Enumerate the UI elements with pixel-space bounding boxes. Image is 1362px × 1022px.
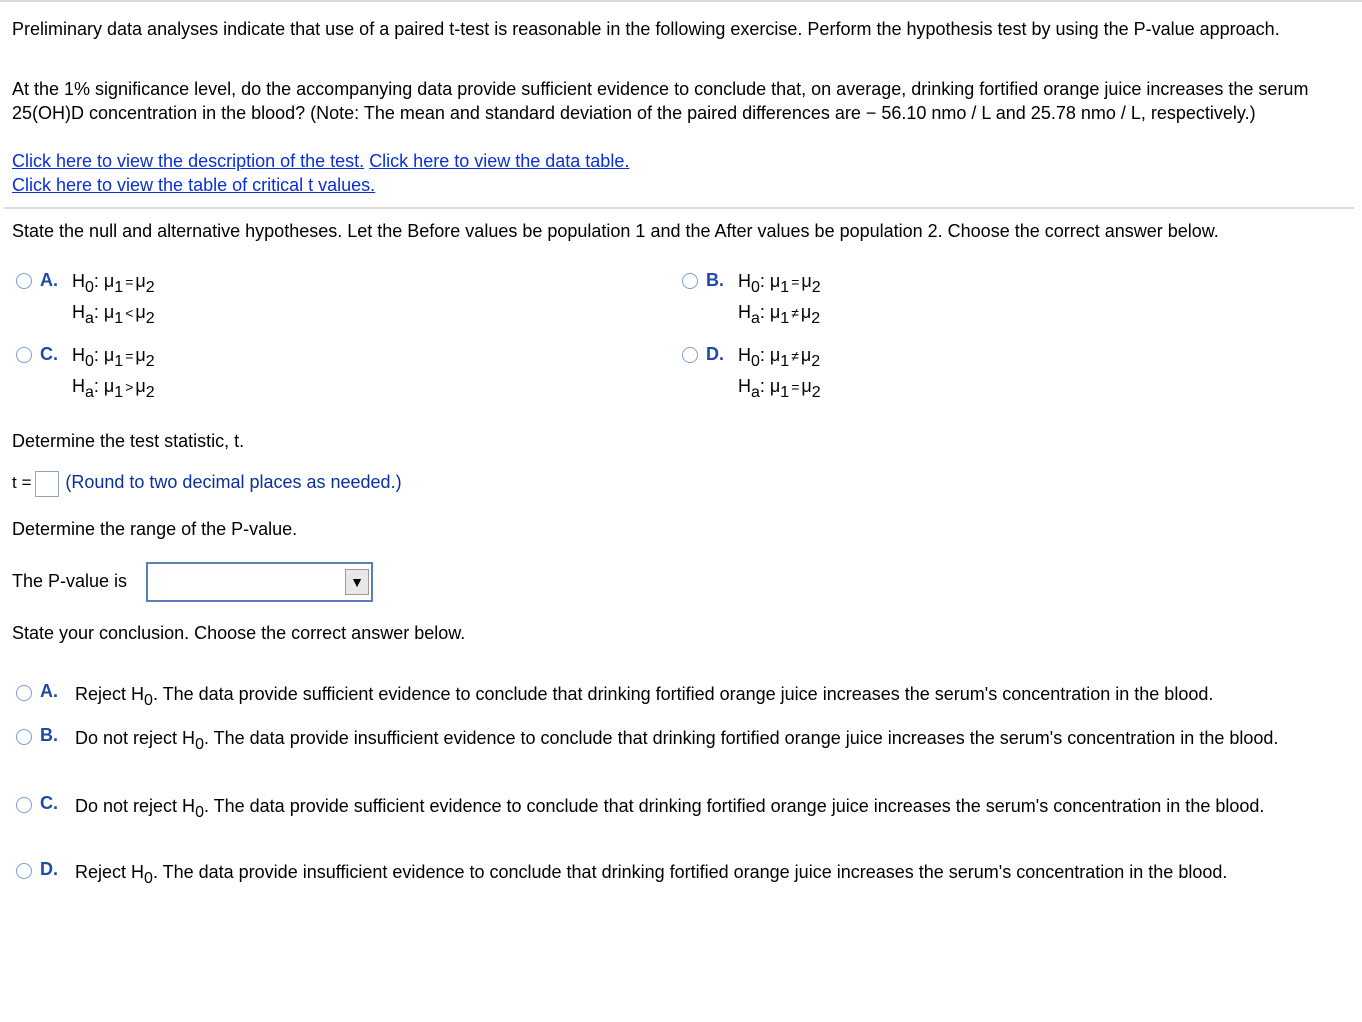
hypothesis-option[interactable] [16,344,155,402]
question-paragraph: At the 1% significance level, do the accompanying data provide sufficient evidence to conclude that, on average, drinking fortified orange juice increases the serum 25(OH)D concentration in the blood? (Note: The mean and standard deviation of the paired differences are − 56.10 nmo / L and 25.78 nmo / L, respectively.) [12,79,1309,123]
pvalue-label: The P-value is [12,571,128,591]
t-label: t = [12,473,32,492]
option-letter: B. [40,725,58,745]
conclusion-text: Reject $H_0$. The data provide insufficient evidence to conclude that drinking fortified orange juice increases the serum's concentration in the blood. [75,862,1228,887]
option-letter: A. [40,270,58,290]
radio-button[interactable] [682,273,698,289]
null-hypothesis: $H_0$: $\mu_1 = \mu_2$ [72,271,155,296]
intro-paragraph: Preliminary data analyses indicate that use of a paired t-test is reasonable in the following exercise. Perform the hypothesis test by using the P-value approach. [12,19,1280,39]
alternative-hypothesis: $H_a$: $\mu_1 \ne \mu_2$ [738,302,821,327]
radio-button[interactable] [16,797,32,813]
hypothesis-pair [738,340,821,402]
radio-button[interactable] [16,685,32,701]
hypotheses-prompt: State the null and alternative hypotheses. Let the Before values be population 1 and the After values be population 2. Choose the correct answer below. [12,221,1219,241]
top-border [0,0,1362,2]
option-letter: D. [40,859,58,879]
hypothesis-option[interactable] [682,344,821,402]
t-input[interactable] [35,471,59,497]
conclusion-option[interactable] [16,681,1346,709]
option-letter: C. [40,793,58,813]
hypothesis-pair [72,266,155,328]
pvalue-prompt: Determine the range of the P-value. [12,519,298,539]
radio-button[interactable] [16,729,32,745]
alternative-hypothesis: $H_a$: $\mu_1 > \mu_2$ [72,376,155,401]
critical-values-link[interactable]: Click here to view the table of critical t values. [12,175,376,195]
null-hypothesis: $H_0$: $\mu_1 = \mu_2$ [72,345,155,370]
links-row-2 [12,173,1347,197]
null-hypothesis: $H_0$: $\mu_1 \ne \mu_2$ [738,345,821,370]
null-hypothesis: $H_0$: $\mu_1 = \mu_2$ [738,271,821,296]
conclusion-text: Do not reject $H_0$. The data provide sufficient evidence to conclude that drinking fortified orange juice increases the serum's concentration in the blood. [75,796,1265,821]
hypothesis-pair [72,340,155,402]
conclusion-option[interactable] [16,725,1346,753]
pvalue-dropdown[interactable] [146,562,373,602]
radio-button[interactable] [682,347,698,363]
data-table-link[interactable]: Click here to view the data table. [369,151,630,171]
hypothesis-pair [738,266,821,328]
test-stat-prompt: Determine the test statistic, t. [12,431,245,451]
option-letter: B. [706,270,724,290]
alternative-hypothesis: $H_a$: $\mu_1 < \mu_2$ [72,302,155,327]
radio-button[interactable] [16,273,32,289]
description-link[interactable]: Click here to view the description of the test. [12,151,365,171]
conclusion-option[interactable] [16,859,1346,887]
links-row-1 [12,149,1347,173]
option-letter: D. [706,344,724,364]
radio-button[interactable] [16,863,32,879]
conclusion-prompt: State your conclusion. Choose the correct answer below. [12,623,466,643]
conclusion-option[interactable] [16,793,1346,821]
option-letter: C. [40,344,58,364]
hypothesis-option[interactable] [682,270,821,328]
option-letter: A. [40,681,58,701]
dropdown-arrow-icon[interactable]: ▼ [345,569,369,595]
radio-button[interactable] [16,347,32,363]
conclusion-text: Do not reject $H_0$. The data provide insufficient evidence to conclude that drinking fortified orange juice increases the serum's concentration in the blood. [75,728,1279,753]
test-stat-row [12,470,1347,497]
rounding-note: (Round to two decimal places as needed.) [65,472,402,492]
alternative-hypothesis: $H_a$: $\mu_1 = \mu_2$ [738,376,821,401]
section-divider [4,207,1354,209]
hypothesis-option[interactable] [16,270,155,328]
conclusion-text: Reject $H_0$. The data provide sufficient evidence to conclude that drinking fortified orange juice increases the serum's concentration in the blood. [75,684,1214,709]
